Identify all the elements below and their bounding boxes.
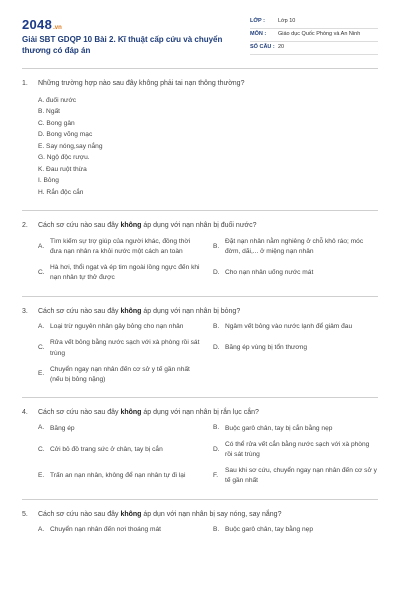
option-b[interactable]	[213, 424, 378, 434]
question-post: áp dụn với nạn nhân bị say nóng, say nắng?	[141, 510, 282, 518]
option-text: Hà hơi, thổi ngạt và ép tim ngoài lồng ngực đến khi nạn nhân tự thở được	[50, 264, 200, 282]
option-a[interactable]	[38, 525, 203, 535]
logo-main-text: 2048	[22, 17, 53, 32]
question-pre: Cách sơ cứu nào sau đây	[38, 307, 121, 315]
option-b[interactable]	[213, 525, 378, 535]
list-item[interactable]: A. đuối nước	[38, 96, 77, 104]
option-letter: B.	[213, 424, 220, 432]
option-c[interactable]	[38, 440, 203, 460]
question-text	[22, 408, 378, 417]
question-2	[22, 221, 378, 283]
option-text: Đặt nạn nhân nằm nghiêng ở chỗ khô ráo; móc đờm, dãi,... ở miệng nạn nhân	[225, 237, 364, 255]
meta-table	[250, 16, 378, 56]
options-grid	[22, 322, 378, 385]
option-letter: E.	[38, 370, 45, 378]
answer-list	[22, 95, 378, 199]
question-number: 1.	[22, 80, 28, 88]
list-item[interactable]: B. Ngất	[38, 108, 60, 116]
list-item[interactable]: E. Say nóng,say nắng	[38, 142, 103, 150]
question-text	[22, 79, 378, 88]
question-number: 2.	[22, 222, 28, 230]
question-post: áp dụng với nạn nhân bị đuối nước?	[141, 222, 257, 230]
option-text: Chuyển nạn nhân đến nơi thoáng mát	[50, 526, 162, 534]
doc-title: Giải SBT GDQP 10 Bài 2. Kĩ thuật cấp cứu và chuyển thương có đáp án	[22, 35, 223, 56]
options-grid	[22, 424, 378, 487]
option-text: Buộc garô chân, tay bị cắn bằng nẹp	[225, 424, 333, 432]
question-pre: Cách sơ cứu nào sau đây	[38, 409, 121, 417]
header-divider	[22, 68, 378, 69]
option-e[interactable]	[38, 466, 203, 486]
question-1	[22, 79, 378, 198]
option-b[interactable]	[213, 322, 378, 332]
option-text: Tìm kiếm sự trợ giúp của người khác, đồng thời đưa nạn nhân ra khỏi nước một cách an toàn	[50, 237, 191, 255]
option-letter: A.	[38, 242, 45, 250]
option-text: Loại trừ nguyên nhân gây bỏng cho nạn nhân	[50, 323, 184, 331]
question-3	[22, 307, 378, 386]
option-d[interactable]	[213, 263, 378, 283]
question-post: áp dụng với nạn nhân bị bỏng?	[141, 307, 241, 315]
question-emphasis: không	[120, 307, 142, 315]
question-body	[38, 510, 281, 519]
meta-value: Giáo dục Quốc Phòng và An Ninh	[278, 31, 361, 38]
question-emphasis: không	[120, 409, 142, 417]
option-letter: A.	[38, 424, 45, 432]
option-letter: A.	[38, 322, 45, 330]
meta-value: 20	[278, 44, 285, 51]
option-e[interactable]	[38, 365, 203, 385]
question-5	[22, 510, 378, 536]
option-letter: B.	[213, 242, 220, 250]
question-post: áp dụng với nạn nhân bị rắn lục cắn?	[141, 409, 259, 417]
option-c[interactable]	[38, 263, 203, 283]
question-divider	[22, 210, 378, 211]
list-item[interactable]: C. Bong gân	[38, 119, 75, 127]
option-text: Sau khi sơ cứu, chuyển ngay nạn nhân đến cơ sở y tế gần nhất	[225, 467, 377, 485]
option-d[interactable]	[213, 440, 378, 460]
meta-label: LỚP :	[250, 18, 265, 25]
option-text: Cởi bỏ đồ trang sức ở chân, tay bị cắn	[50, 445, 163, 453]
question-text	[22, 307, 378, 316]
list-item[interactable]: I. Bỏng	[38, 177, 59, 185]
meta-row-subject	[250, 29, 378, 42]
option-d[interactable]	[213, 338, 378, 358]
option-letter: D.	[213, 445, 220, 453]
option-text: Băng ép	[50, 424, 75, 432]
question-text	[22, 221, 378, 230]
options-grid	[22, 237, 378, 284]
header-left	[22, 16, 232, 56]
options-grid	[22, 525, 378, 535]
question-divider	[22, 499, 378, 500]
option-text: Có thể rửa vết cắn bằng nước sạch với xà phòng rồi sát trùng	[225, 440, 370, 459]
option-text: Băng ép vùng bị tổn thương	[225, 344, 308, 352]
logo-sub-text: .vn	[53, 25, 62, 31]
meta-label: SỐ CÂU :	[250, 44, 275, 51]
question-number: 4.	[22, 409, 28, 417]
option-text: Ngâm vết bỏng vào nước lạnh để giảm đau	[225, 323, 353, 331]
question-text	[22, 510, 378, 519]
option-letter: C.	[38, 344, 45, 352]
option-text: Cho nạn nhân uống nước mát	[225, 269, 314, 277]
option-a[interactable]	[38, 237, 203, 257]
option-c[interactable]	[38, 338, 203, 358]
option-b[interactable]	[213, 237, 378, 257]
meta-value: Lớp 10	[278, 18, 296, 25]
option-letter: C.	[38, 268, 45, 276]
question-body	[38, 307, 240, 316]
question-body	[38, 408, 259, 417]
site-logo[interactable]	[22, 16, 232, 32]
option-text: Rửa vết bỏng bằng nước sạch với xà phòng rồi sát trùng	[50, 339, 200, 357]
meta-label: MÔN :	[250, 31, 267, 38]
question-4	[22, 408, 378, 487]
list-item[interactable]: D. Bong võng mạc	[38, 131, 93, 139]
list-item[interactable]: G. Ngộ độc rượu.	[38, 154, 90, 162]
option-text: Trấn an nạn nhân, không để nạn nhân tự đi lại	[50, 472, 186, 480]
option-letter: F.	[213, 472, 219, 480]
question-pre: Cách sơ cứu nào sau đây	[38, 222, 121, 230]
meta-row-count	[250, 42, 378, 55]
doc-header	[22, 16, 378, 56]
meta-row-grade	[250, 16, 378, 29]
option-letter: B.	[213, 322, 220, 330]
list-item[interactable]: K. Đau ruột thừa	[38, 165, 87, 173]
option-a[interactable]	[38, 424, 203, 434]
question-body: Những trường hợp nào sau đây không phải tai nạn thông thường?	[38, 80, 245, 88]
question-body	[38, 221, 257, 230]
option-letter: B.	[213, 525, 220, 533]
option-text: Buộc garô chân, tay bằng nẹp	[225, 526, 313, 534]
option-letter: E.	[38, 472, 45, 480]
question-divider	[22, 296, 378, 297]
option-f[interactable]	[213, 466, 378, 486]
question-emphasis: không	[120, 222, 142, 230]
option-letter: D.	[213, 344, 220, 352]
option-text: Chuyển ngay nạn nhân đến cơ sở y tế gần nhất (nếu bị bỏng nặng)	[50, 365, 190, 383]
question-pre: Cách sơ cứu nào sau đây	[38, 510, 121, 518]
question-number: 3.	[22, 307, 28, 315]
option-letter: D.	[213, 268, 220, 276]
option-letter: A.	[38, 525, 45, 533]
option-letter: C.	[38, 445, 45, 453]
question-divider	[22, 397, 378, 398]
option-a[interactable]	[38, 322, 203, 332]
list-item[interactable]: H. Rắn độc cắn	[38, 188, 84, 196]
question-emphasis: không	[120, 510, 142, 518]
question-number: 5.	[22, 510, 28, 518]
